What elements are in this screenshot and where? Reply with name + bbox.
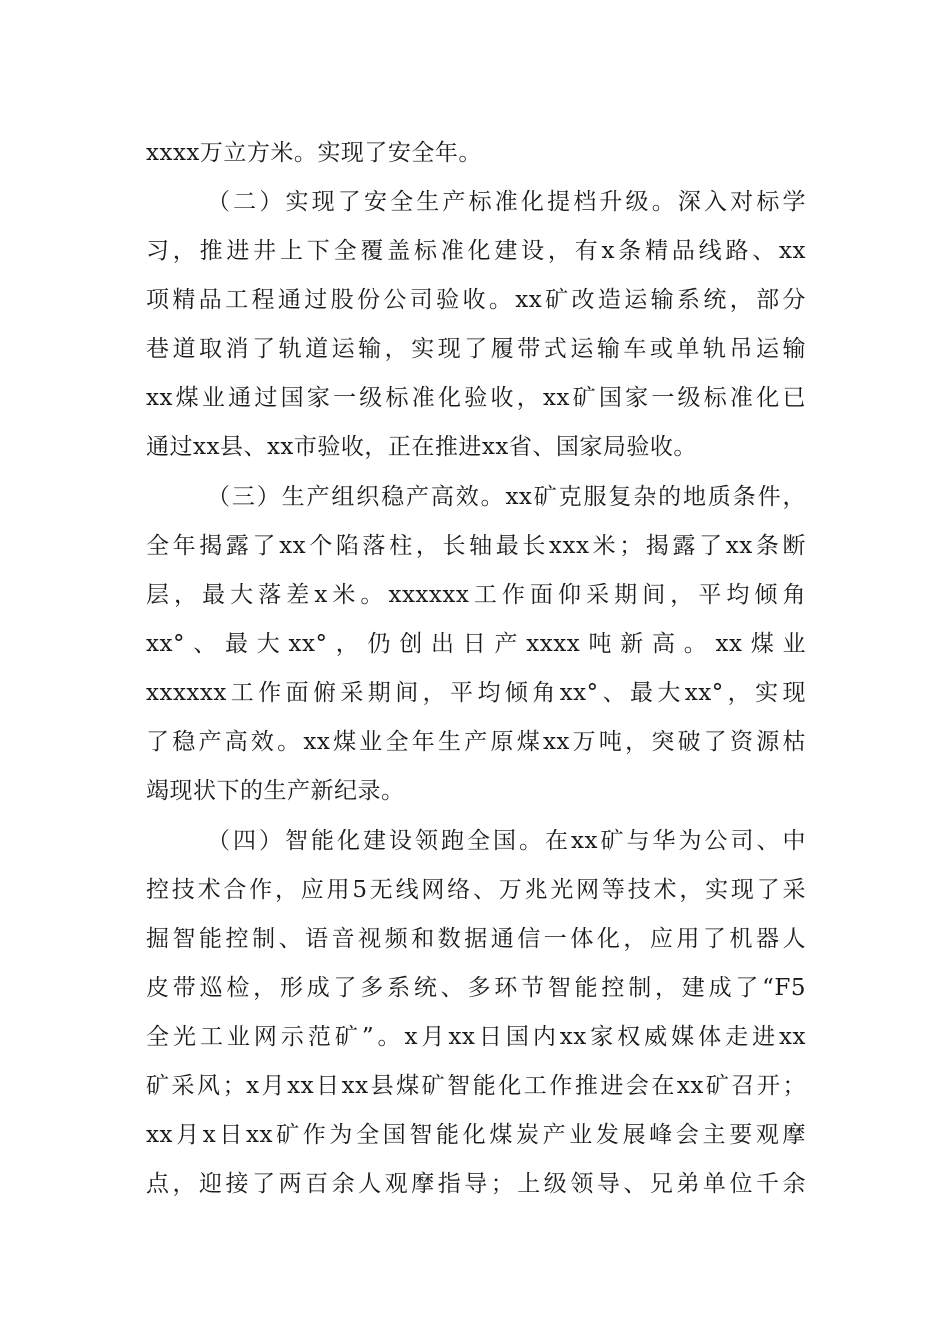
text-line: xxxx万立方米。实现了安全年。 — [146, 140, 482, 166]
paragraph-4-heading-line: （四）智能化建设领跑全国。在xx矿与华为公司、中 — [207, 828, 806, 854]
paragraph-3-heading-line: （三）生产组织稳产高效。xx矿克服复杂的地质条件， — [207, 484, 806, 510]
text-line: 习，推进井上下全覆盖标准化建设，有x条精品线路、xx — [146, 238, 806, 264]
text-line: 了稳产高效。xx煤业全年生产原煤xx万吨，突破了资源枯 — [146, 729, 806, 755]
text-line: 通过xx县、xx市验收，正在推进xx省、国家局验收。 — [146, 434, 697, 460]
text-line: 掘智能控制、语音视频和数据通信一体化，应用了机器人 — [146, 926, 806, 952]
text-line: xxxxxx工作面俯采期间，平均倾角xx°、最大xx°，实现 — [146, 680, 806, 706]
text-line: 层，最大落差x米。xxxxxx工作面仰采期间，平均倾角 — [146, 582, 806, 608]
text-line: 点，迎接了两百余人观摩指导；上级领导、兄弟单位千余 — [146, 1171, 806, 1197]
text-line: 全光工业网示范矿”。x月xx日国内xx家权威媒体走进xx — [146, 1024, 806, 1050]
text-line: xx°、最大xx°，仍创出日产xxxx吨新高。xx煤业 — [146, 631, 806, 657]
text-line: xx煤业通过国家一级标准化验收，xx矿国家一级标准化已 — [146, 385, 806, 411]
paragraph-2-heading-line: （二）实现了安全生产标准化提档升级。深入对标学 — [207, 189, 806, 215]
text-line: 项精品工程通过股份公司验收。xx矿改造运输系统，部分 — [146, 287, 806, 313]
text-line: 巷道取消了轨道运输，实现了履带式运输车或单轨吊运输 — [146, 336, 806, 362]
text-line: 控技术合作，应用5无线网络、万兆光网等技术，实现了采 — [146, 877, 806, 903]
text-line: 竭现状下的生产新纪录。 — [146, 778, 405, 804]
text-line: xx月x日xx矿作为全国智能化煤炭产业发展峰会主要观摩 — [146, 1122, 806, 1148]
text-line: 皮带巡检，形成了多系统、多环节智能控制，建成了“F5 — [146, 975, 806, 1001]
text-line: 矿采风；x月xx日xx县煤矿智能化工作推进会在xx矿召开； — [146, 1073, 806, 1099]
text-line: 全年揭露了xx个陷落柱，长轴最长xxx米；揭露了xx条断 — [146, 533, 806, 559]
